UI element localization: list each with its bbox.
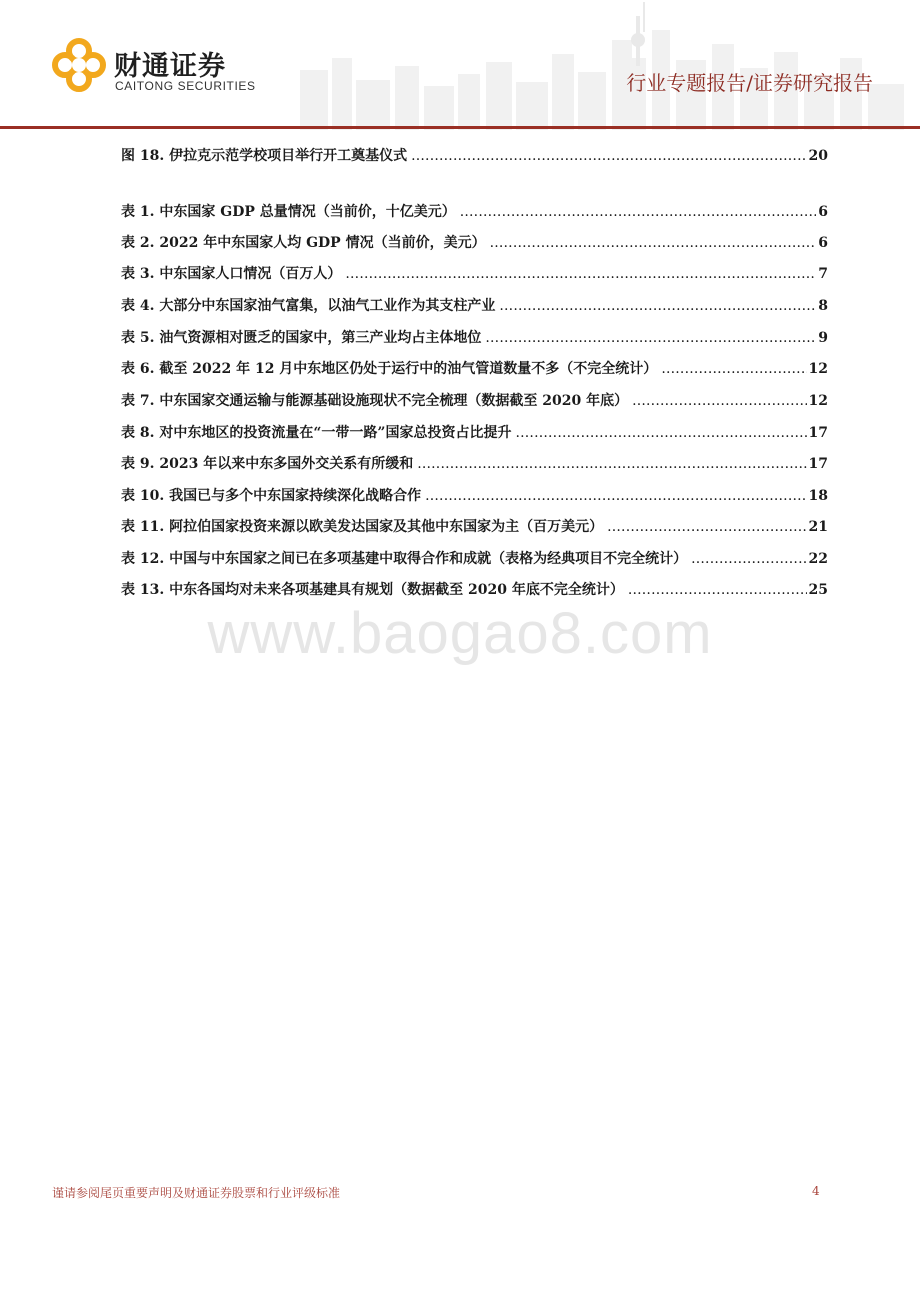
toc-entry[interactable] (121, 327, 828, 349)
toc-entry-page: 17 (808, 425, 828, 441)
toc-entry-label: 表 13. 中东各国均对未来各项基建具有规划（数据截至 2020 年底不完全统计） (121, 582, 624, 598)
toc-leader-dots (490, 232, 817, 254)
toc-entry-page: 8 (818, 298, 828, 314)
toc-entry-label: 表 6. 截至 2022 年 12 月中东地区仍处于运行中的油气管道数量不多（不完全统计） (121, 361, 658, 377)
toc-leader-dots (632, 390, 806, 412)
toc-leader-dots (691, 548, 806, 570)
toc-entry[interactable] (121, 358, 828, 380)
brand-name-cn: 财通证券 (114, 51, 226, 82)
toc-entry-page: 18 (808, 488, 828, 504)
toc-leader-dots (345, 263, 816, 285)
toc-entry-page: 22 (808, 551, 828, 567)
toc-leader-dots (485, 327, 816, 349)
toc-entry-page: 9 (818, 330, 828, 346)
toc-entry[interactable] (121, 453, 828, 475)
toc-entry[interactable] (121, 548, 828, 570)
toc-entry-page: 21 (808, 519, 828, 535)
toc-entry[interactable] (121, 295, 828, 317)
toc-entry-label: 表 7. 中东国家交通运输与能源基础设施现状不完全梳理（数据截至 2020 年底） (121, 393, 629, 409)
toc-leader-dots (460, 201, 817, 223)
toc-entry-page: 25 (808, 582, 828, 598)
toc-leader-dots (661, 358, 806, 380)
toc-entry-page: 17 (808, 456, 828, 472)
toc-leader-dots (628, 579, 807, 601)
toc-entry-page: 12 (808, 361, 828, 377)
toc-entry[interactable] (121, 145, 828, 167)
page-header (0, 0, 920, 132)
toc-entry-label: 表 1. 中东国家 GDP 总量情况（当前价，十亿美元） (121, 204, 456, 220)
toc-leader-dots (425, 485, 806, 507)
page-number: 4 (812, 1184, 820, 1198)
toc-entry-label: 表 2. 2022 年中东国家人均 GDP 情况（当前价，美元） (121, 235, 486, 251)
footer-disclaimer: 谨请参阅尾页重要声明及财通证券股票和行业评级标准 (52, 1186, 341, 1200)
brand-name-en: CAITONG SECURITIES (115, 79, 256, 93)
toc-entry[interactable] (121, 232, 828, 254)
toc-entry-page: 12 (808, 393, 828, 409)
toc-entry-label: 表 8. 对中东地区的投资流量在“一带一路”国家总投资占比提升 (121, 425, 512, 441)
toc-entry[interactable] (121, 422, 828, 444)
toc-entry-label: 图 18. 伊拉克示范学校项目举行开工奠基仪式 (121, 148, 408, 164)
header-divider (0, 126, 920, 129)
toc-entry[interactable] (121, 201, 828, 223)
toc-entry-label: 表 11. 阿拉伯国家投资来源以欧美发达国家及其他中东国家为主（百万美元） (121, 519, 604, 535)
toc-entry-label: 表 3. 中东国家人口情况（百万人） (121, 266, 342, 282)
watermark: www.baogao8.com (207, 601, 713, 666)
toc-entry-label: 表 10. 我国已与多个中东国家持续深化战略合作 (121, 488, 422, 504)
toc-entry-label: 表 5. 油气资源相对匮乏的国家中，第三产业均占主体地位 (121, 330, 482, 346)
toc-entry-label: 表 9. 2023 年以来中东多国外交关系有所缓和 (121, 456, 414, 472)
toc-entry[interactable] (121, 579, 828, 601)
toc-entry[interactable] (121, 485, 828, 507)
toc-entry-label: 表 12. 中国与中东国家之间已在多项基建中取得合作和成就（表格为经典项目不完全统计） (121, 551, 688, 567)
toc-entry-page: 6 (818, 204, 828, 220)
toc-leader-dots (607, 516, 806, 538)
toc-leader-dots (499, 295, 816, 317)
toc-leader-dots (411, 145, 806, 167)
toc-entry[interactable] (121, 516, 828, 538)
toc-entry-page: 7 (818, 266, 828, 282)
toc-leader-dots (515, 422, 806, 444)
report-type-title: 行业专题报告/证券研究报告 (626, 71, 873, 95)
toc-leader-dots (417, 453, 806, 475)
toc-entry-label: 表 4. 大部分中东国家油气富集，以油气工业作为其支柱产业 (121, 298, 496, 314)
toc-entry-page: 20 (808, 148, 828, 164)
toc-entry[interactable] (121, 263, 828, 285)
toc-entry[interactable] (121, 390, 828, 412)
caitong-logo-icon (52, 38, 106, 92)
toc-entry-page: 6 (818, 235, 828, 251)
